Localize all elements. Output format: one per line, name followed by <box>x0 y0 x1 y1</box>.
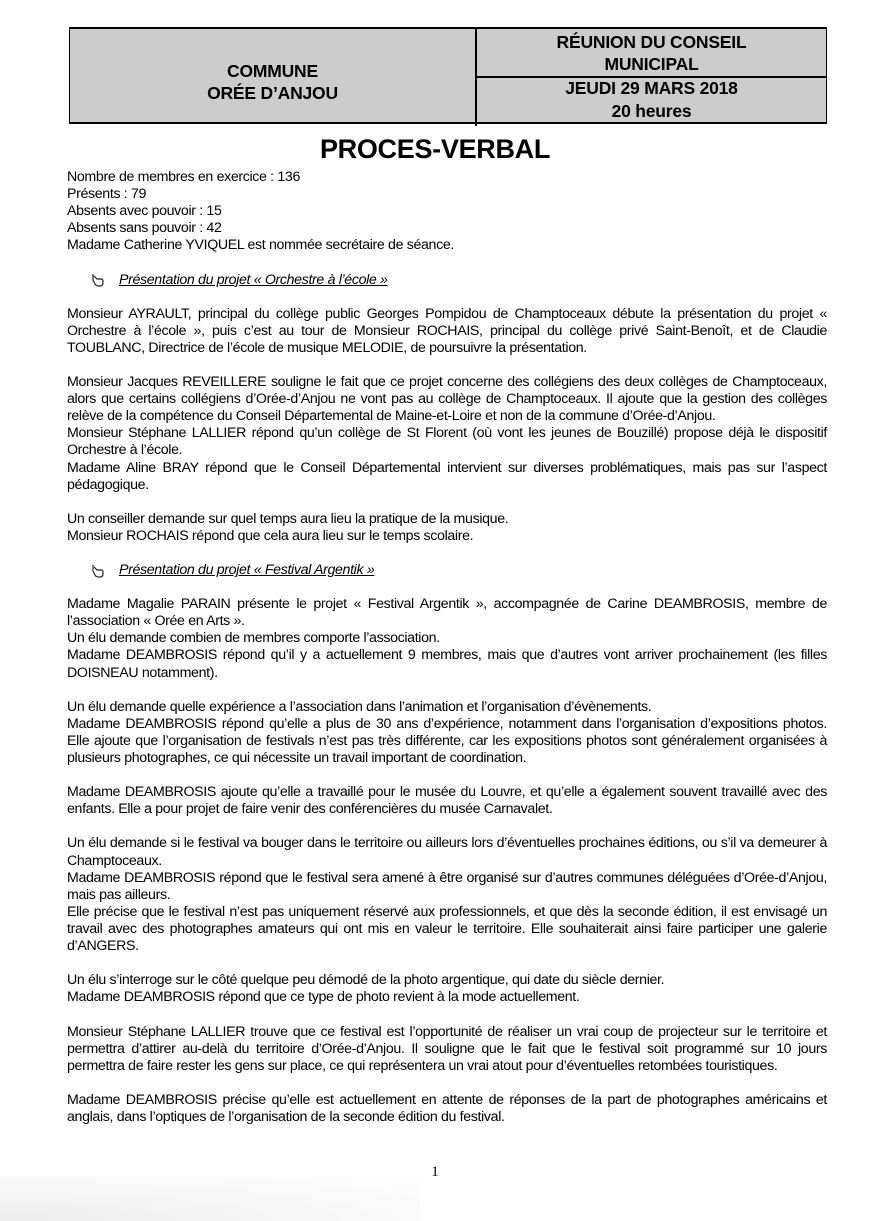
paragraph: Madame Aline BRAY répond que le Conseil Départemental intervient sur diverses problématiques, mais pas sur l’aspect pédagogique. <box>67 459 827 493</box>
paragraph: Madame DEAMBROSIS répond que le festival sera amené à être organisé sur d’autres communes déléguées d’Orée-d’Anjou, mais pas ailleurs. <box>67 869 827 903</box>
document-body <box>67 169 827 1126</box>
document-title: PROCES-VERBAL <box>319 134 551 164</box>
meeting-date: JEUDI 29 MARS 2018 <box>565 78 738 98</box>
meeting-type-line-1: RÉUNION DU CONSEIL <box>556 31 747 52</box>
meeting-type-line-2: MUNICIPAL <box>604 53 699 74</box>
paragraph: Monsieur Stéphane LALLIER répond qu’un collège de St Florent (où vont les jeunes de Bouzillé) propose déjà le dispositif Orchestre à l’école. <box>67 425 827 459</box>
paragraph: Madame DEAMBROSIS répond qu’il y a actuellement 9 membres, mais que d’autres vont arriver prochainement (les filles DOISNEAU notamment). <box>67 647 827 681</box>
meeting-time: 20 heures <box>611 101 692 121</box>
secretary-line: Madame Catherine YVIQUEL est nommée secrétaire de séance. <box>67 237 454 254</box>
paragraph: Madame DEAMBROSIS répond qu’elle a plus de 30 ans d’expérience, notamment dans l’organisation d’expositions photos. Elle ajoute que l’organisation de festivals n’est pas très différente, car les expositions photos sont généralement organisées à plusieurs photographes, ce qui nécessite un travail important de coordination. <box>67 715 827 766</box>
paragraph: Un conseiller demande sur quel temps aura lieu la pratique de la musique. <box>67 510 509 527</box>
paragraph: Madame DEAMBROSIS précise qu’elle est actuellement en attente de réponses de la part de photographes américains et anglais, dans l’optiques de l’organisation de la seconde édition du festival. <box>67 1091 827 1125</box>
paragraph: Un élu demande combien de membres comporte l’association. <box>67 630 440 647</box>
meeting-type-cell <box>477 29 826 78</box>
paragraph: Un élu demande quelle expérience a l’association dans l’animation et l’organisation d’évènements. <box>67 698 652 715</box>
attendance-stats <box>67 169 827 254</box>
paragraph: Madame DEAMBROSIS répond que ce type de photo revient à la mode actuellement. <box>67 989 580 1006</box>
page-number: 1 <box>431 1164 439 1180</box>
section-title: Présentation du projet « Orchestre à l’école » <box>119 271 388 288</box>
page-shadow <box>0 1176 420 1221</box>
section-title: Présentation du projet « Festival Argentik » <box>119 562 375 579</box>
paragraph: Elle précise que le festival n’est pas uniquement réservé aux professionnels, et que dès la seconde édition, il est envisagé un travail avec des photographes amateurs qui ont mis en valeur le territoire. Elle souhaiterait ainsi faire participer une galerie d’ANGERS. <box>67 903 827 955</box>
section-heading-orchestre <box>67 272 827 289</box>
paragraph: Monsieur Jacques REVEILLERE souligne le fait que ce projet concerne des collégiens des deux collèges de Champtoceaux, alors que certains collégiens d’Orée-d’Anjou ne vont pas au collège de Champtoceaux. Il ajoute que la gestion des collèges relève de la compétence du Conseil Départemental de Maine-et-Loire et non de la commune d’Orée-d’Anjou. <box>67 374 827 425</box>
commune-name: ORÉE D’ANJOU <box>207 82 338 103</box>
members-count: Nombre de membres en exercice : 136 <box>67 169 300 185</box>
paragraph: Madame DEAMBROSIS ajoute qu’elle a travaillé pour le musée du Louvre, et qu’elle a également souvent travaillé avec des enfants. Elle a pour projet de faire venir des conférencières du musée Carnavalet. <box>67 784 827 818</box>
header-table <box>69 27 827 124</box>
absent-with-proxy-count: Absents avec pouvoir : 15 <box>67 203 222 220</box>
paragraph: Monsieur AYRAULT, principal du collège public Georges Pompidou de Champtoceaux débute la présentation du projet « Orchestre à l’école », puis c’est au tour de Monsieur ROCHAIS, principal du collège privé Saint-Benoît, et de Claudie TOUBLANC, Directrice de l’école de musique MELODIE, de poursuivre la présentation. <box>67 305 827 356</box>
paragraph: Monsieur Stéphane LALLIER trouve que ce festival est l’opportunité de réaliser un vrai coup de projecteur sur le territoire et permettra d’attirer au-delà du territoire d’Orée-d’Anjou. Il souligne que le fait que le festival soit programmé sur 10 jours permettra de faire rester les gens sur place, ce qui représentera un vrai atout pour d’éventuelles retombées touristiques. <box>67 1023 827 1074</box>
section-heading-festival <box>67 562 827 579</box>
paragraph: Monsieur ROCHAIS répond que cela aura lieu sur le temps scolaire. <box>67 527 474 544</box>
hand-pointer-icon <box>91 564 105 578</box>
present-count: Présents : 79 <box>67 186 147 203</box>
absent-without-proxy-count: Absents sans pouvoir : 42 <box>67 220 222 237</box>
paragraph: Un élu demande si le festival va bouger dans le territoire ou ailleurs lors d’éventuelles prochaines éditions, ou s’il va demeurer à Champtoceaux. <box>67 835 827 869</box>
commune-cell <box>70 29 475 122</box>
meeting-date-cell <box>477 78 826 122</box>
hand-pointer-icon <box>91 273 105 287</box>
commune-label: COMMUNE <box>227 60 318 81</box>
paragraph: Madame Magalie PARAIN présente le projet « Festival Argentik », accompagnée de Carine DEAMBROSIS, membre de l’association « Orée en Arts ». <box>67 596 827 630</box>
paragraph: Un élu s’interroge sur le côté quelque peu démodé de la photo argentique, qui date du siècle dernier. <box>67 972 665 989</box>
